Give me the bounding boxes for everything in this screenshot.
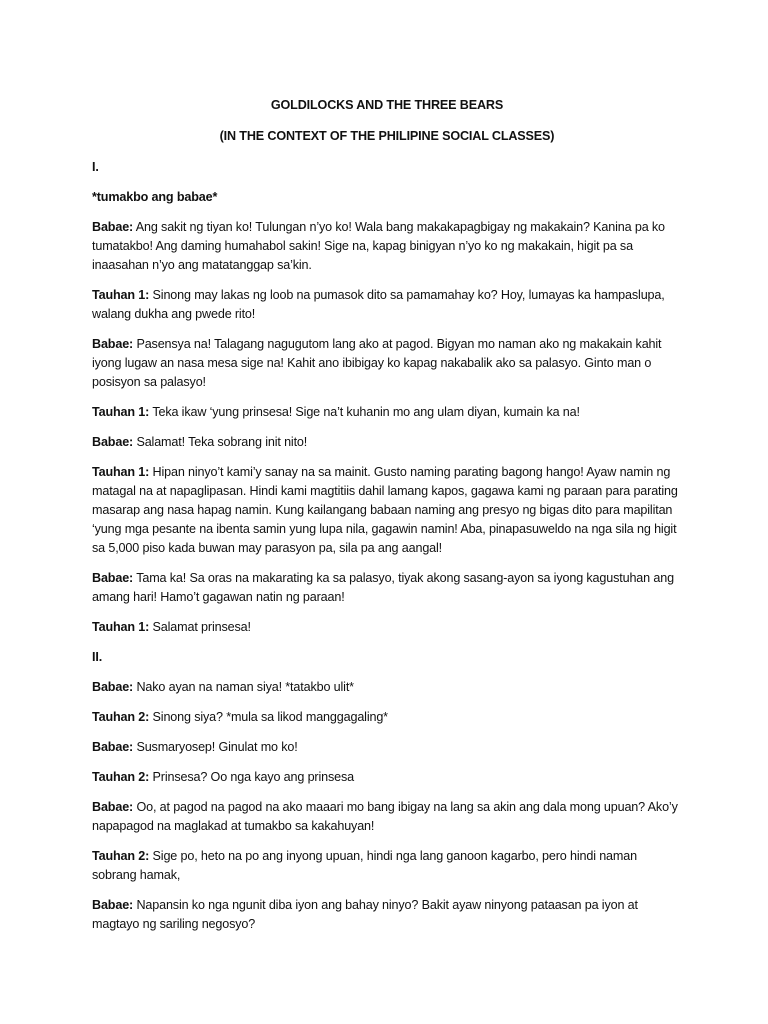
- speaker-label: Babae:: [92, 337, 134, 351]
- dialogue-text: Ang sakit ng tiyan ko! Tulungan n’yo ko! Wala bang makakapagbigay ng makakain? Kanina pa ko tumatakbo! Ang daming humahabol sakin! Sige na, kapag binigyan n’yo ko ng makakain, higit pa sa inaasahan n’yo ang matatanggap sa’kin.: [92, 220, 665, 272]
- dialogue-line: [92, 433, 682, 452]
- dialogue-text: Napansin ko nga ngunit diba iyon ang bahay ninyo? Bakit ayaw ninyong pataasan pa iyon at magtayo ng sariling negosyo?: [92, 898, 638, 931]
- dialogue-line: [92, 708, 682, 727]
- dialogue-line: [92, 463, 682, 558]
- dialogue-text: Sige po, heto na po ang inyong upuan, hindi nga lang ganoon kagarbo, pero hindi naman sobrang hamak,: [92, 849, 637, 882]
- dialogue-text: Prinsesa? Oo nga kayo ang prinsesa: [149, 770, 354, 784]
- dialogue-line: [92, 768, 682, 787]
- dialogue-text: Susmaryosep! Ginulat mo ko!: [133, 740, 298, 754]
- dialogue-text: Hipan ninyo’t kami’y sanay na sa mainit. Gusto naming parating bagong hango! Ayaw namin ng matagal na at napaglipasan. Hindi kami magtitiis dahil lamang kapos, gagawa kami ng paraan para parating masarap ang nasa hapag namin. Kung kailangang babaan naming ang presyo ng bigas dito para mapilitan ‘yung mga pesante na ibenta samin yung lupa nila, gagawin namin! Aba, pinapasuweldo na nga sila ng higit sa 5,000 piso kada buwan may parasyon pa, sila pa ang aangal!: [92, 465, 678, 555]
- dialogue-line: [92, 618, 682, 637]
- speaker-label: Babae:: [92, 800, 134, 814]
- speaker-label: Tauhan 1:: [92, 620, 150, 634]
- speaker-label: Tauhan 2:: [92, 849, 150, 863]
- speaker-label: Babae:: [92, 898, 134, 912]
- dialogue-text: Salamat! Teka sobrang init nito!: [133, 435, 308, 449]
- stage-direction: *tumakbo ang babae*: [92, 190, 218, 204]
- dialogue-line: [92, 218, 682, 275]
- dialogue-text: Oo, at pagod na pagod na ako maaari mo bang ibigay na lang sa akin ang dala mong upuan? Ako’y napapagod na maglakad at tumakbo sa kakahuyan!: [92, 800, 678, 833]
- speaker-label: Babae:: [92, 220, 134, 234]
- dialogue-text: Sinong siya? *mula sa likod manggagaling*: [149, 710, 388, 724]
- dialogue-line: [92, 798, 682, 836]
- dialogue-text: Sinong may lakas ng loob na pumasok dito sa pamamahay ko? Hoy, lumayas ka hampaslupa, walang dukha ang pwede rito!: [92, 288, 665, 321]
- section-heading-2: II.: [92, 650, 103, 664]
- dialogue-text: Teka ikaw ‘yung prinsesa! Sige na’t kuhanin mo ang ulam diyan, kumain ka na!: [149, 405, 580, 419]
- speaker-label: Tauhan 1:: [92, 288, 150, 302]
- dialogue-text: Nako ayan na naman siya! *tatakbo ulit*: [133, 680, 354, 694]
- dialogue-line: [92, 335, 682, 392]
- dialogue-line: [92, 569, 682, 607]
- section-heading-1: I.: [92, 160, 99, 174]
- dialogue-text: Tama ka! Sa oras na makarating ka sa palasyo, tiyak akong sasang-ayon sa iyong kagustuhan ang amang hari! Hamo’t gagawan natin ng paraan!: [92, 571, 674, 604]
- document-title: GOLDILOCKS AND THE THREE BEARS: [270, 98, 504, 112]
- speaker-label: Babae:: [92, 680, 134, 694]
- dialogue-line: [92, 286, 682, 324]
- speaker-label: Tauhan 1:: [92, 465, 150, 479]
- dialogue-line: [92, 896, 682, 934]
- dialogue-text: Pasensya na! Talagang nagugutom lang ako at pagod. Bigyan mo naman ako ng makakain kahit iyong lugaw an nasa mesa sige na! Kahit ano ibibigay ko kapag nakabalik ako sa palasyo. Ginto man o posisyon sa palasyo!: [92, 337, 662, 389]
- document-body: [92, 96, 682, 945]
- document-subtitle: (IN THE CONTEXT OF THE PHILIPINE SOCIAL CLASSES): [219, 129, 555, 143]
- speaker-label: Babae:: [92, 435, 134, 449]
- dialogue-line: [92, 847, 682, 885]
- dialogue-line: [92, 678, 682, 697]
- speaker-label: Tauhan 2:: [92, 770, 150, 784]
- dialogue-text: Salamat prinsesa!: [149, 620, 251, 634]
- speaker-label: Babae:: [92, 571, 134, 585]
- dialogue-line: [92, 738, 682, 757]
- speaker-label: Babae:: [92, 740, 134, 754]
- dialogue-line: [92, 403, 682, 422]
- speaker-label: Tauhan 2:: [92, 710, 150, 724]
- speaker-label: Tauhan 1:: [92, 405, 150, 419]
